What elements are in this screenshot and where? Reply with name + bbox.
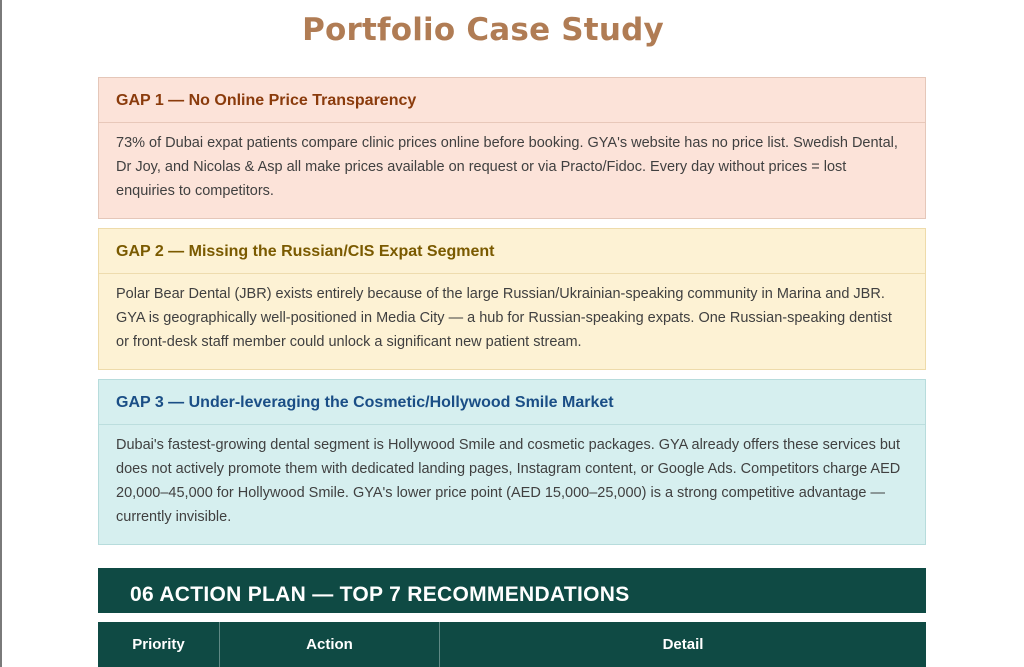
action-plan-section-title: 06 ACTION PLAN — TOP 7 RECOMMENDATIONS <box>98 568 926 613</box>
page-title: Portfolio Case Study <box>302 12 664 48</box>
gap-card-2 <box>98 228 926 370</box>
gap-heading: GAP 3 — Under-leveraging the Cosmetic/Hollywood Smile Market <box>99 380 925 425</box>
action-plan-table-header <box>98 622 926 667</box>
gap-body: 73% of Dubai expat patients compare clinic prices online before booking. GYA's website has no price list. Swedish Dental, Dr Joy, and Nicolas & Asp all make prices available on request or via Practo/Fidoc. Every day without prices = lost enquiries to competitors. <box>116 135 898 199</box>
gap-body: Dubai's fastest-growing dental segment is Hollywood Smile and cosmetic packages. GYA already offers these services but does not actively promote them with dedicated landing pages, Instagram content, or Google Ads. Competitors charge AED 20,000–45,000 for Hollywood Smile. GYA's lower price point (AED 15,000–25,000) is a strong competitive advantage — currently invisible. <box>116 437 901 525</box>
column-header-action: Action <box>220 622 440 667</box>
gap-card-3 <box>98 379 926 545</box>
gap-card-1 <box>98 77 926 219</box>
gap-heading: GAP 2 — Missing the Russian/CIS Expat Segment <box>99 229 925 274</box>
gap-body: Polar Bear Dental (JBR) exists entirely because of the large Russian/Ukrainian-speaking community in Marina and JBR. GYA is geographically well-positioned in Media City — a hub for Russian-speaking expats. One Russian-speaking dentist or front-desk staff member could unlock a significant new patient stream. <box>116 286 892 350</box>
column-header-detail: Detail <box>662 636 704 653</box>
gap-heading: GAP 1 — No Online Price Transparency <box>99 78 925 123</box>
column-header-priority: Priority <box>98 622 220 667</box>
page-left-border <box>0 0 2 667</box>
